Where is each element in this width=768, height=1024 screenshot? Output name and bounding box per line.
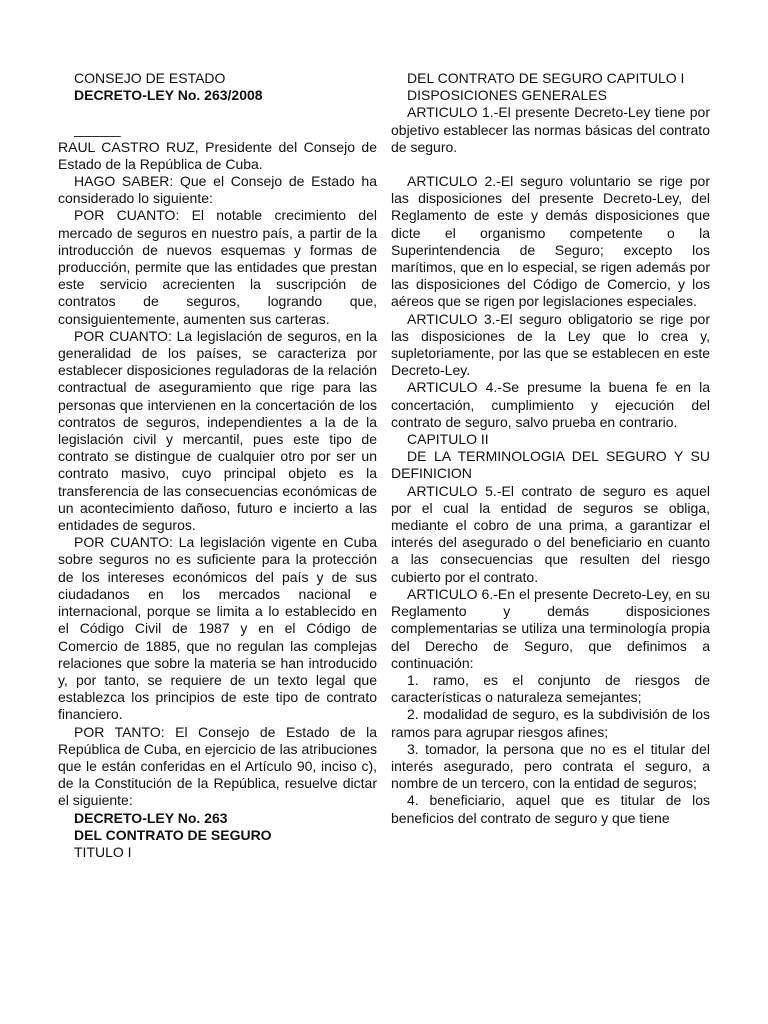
general-provisions-heading: DISPOSICIONES GENERALES: [407, 87, 607, 104]
decree-subtitle: DEL CONTRATO DE SEGURO: [74, 826, 272, 843]
article-4: ARTICULO 4.-Se presume la buena fe en la concertación, cumplimiento y ejecución del contrato de seguro, salvo prueba en contrario.: [391, 379, 710, 430]
hago-saber-paragraph: HAGO SABER: Que el Consejo de Estado ha considerado lo siguiente:: [58, 173, 377, 207]
title-heading: TITULO I: [74, 843, 132, 860]
left-column: [58, 70, 377, 861]
por-tanto: POR TANTO: El Consejo de Estado de la República de Cuba, en ejercicio de las atribuciones que le están conferidas en el Artículo 90, inciso c), de la Constitución de la República, resuelve dictar el siguiente:: [58, 723, 377, 809]
article-1: ARTICULO 1.-El presente Decreto-Ley tiene por objetivo establecer las normas básicas del contrato de seguro.: [391, 104, 710, 155]
separator-line: ______: [74, 121, 121, 138]
por-cuanto-3: POR CUANTO: La legislación vigente en Cuba sobre seguros no es suficiente para la protección de los intereses económicos del país y de sus ciudadanos en los mercados nacional e internacional, porque se limita a lo establecido en el Código Civil de 1987 y en el Código de Comercio de 1885, que no regulan las complejas relaciones que sobre la materia se han introducido y, por tanto, se requiere de un texto legal que establezca los principios de este tipo de contrato financiero.: [58, 534, 377, 723]
article-5: ARTICULO 5.-El contrato de seguro es aquel por el cual la entidad de seguros se obliga, mediante el cobro de una prima, a garantizar el interés del asegurado o del beneficiario en cuanto a las consecuencias que resulten del riesgo cubierto por el contrato.: [391, 482, 710, 585]
right-column: [391, 70, 710, 827]
chapter-2-heading: CAPITULO II: [407, 431, 489, 448]
decree-title: DECRETO-LEY No. 263: [74, 809, 228, 826]
spacer: [391, 156, 710, 173]
issuer-heading: CONSEJO DE ESTADO: [74, 70, 226, 86]
terminology-heading: DE LA TERMINOLOGIA DEL SEGURO Y SU DEFINICION: [391, 448, 710, 482]
decree-number-heading: DECRETO-LEY No. 263/2008: [74, 87, 263, 104]
definition-item-1: 1. ramo, es el conjunto de riesgos de características o naturaleza semejantes;: [391, 671, 710, 706]
article-6: ARTICULO 6.-En el presente Decreto-Ley, en su Reglamento y demás disposiciones complementarias se utiliza una terminología propia del Derecho de Seguro, que definimos a continuación:: [391, 585, 710, 671]
president-paragraph: RAUL CASTRO RUZ, Presidente del Consejo de Estado de la República de Cuba.: [58, 138, 377, 172]
article-2: ARTICULO 2.-El seguro voluntario se rige por las disposiciones del presente Decreto-Ley, del Reglamento de este y demás disposiciones que dicte el organismo competente o la Superintendencia de Seguro; excepto los marítimos, que en lo especial, se rigen además por las disposiciones del Código de Comercio, y los aéreos que se rigen por legislaciones especiales.: [391, 173, 710, 310]
definition-item-2: 2. modalidad de seguro, es la subdivisión de los ramos para agrupar riesgos afines;: [391, 706, 710, 740]
article-3: ARTICULO 3.-El seguro obligatorio se rige por las disposiciones de la Ley que lo crea y, supletoriamente, por las que se establecen en este Decreto-Ley.: [391, 310, 710, 379]
chapter-1-heading: DEL CONTRATO DE SEGURO CAPITULO I: [407, 70, 685, 86]
por-cuanto-1: POR CUANTO: El notable crecimiento del mercado de seguros en nuestro país, a partir de la introducción de nuevos esquemas y formas de producción, permite que las entidades que prestan este servicio acrecienten la suscripción de contratos de seguros, logrando que, consiguientemente, aumenten sus carteras.: [58, 207, 377, 327]
definition-item-4: 4. beneficiario, aquel que es titular de los beneficios del contrato de seguro y que tiene: [391, 792, 710, 826]
por-cuanto-2: POR CUANTO: La legislación de seguros, en la generalidad de los países, se caracteriza por establecer disposiciones reguladoras de la relación contractual de aseguramiento que rige para las personas que intervienen en la concertación de los contratos de seguros, independientes a la de la legislación civil y mercantil, pues este tipo de contrato se distingue de cualquier otro por ser un contrato masivo, cuyo principal objeto es la transferencia de las consecuencias económicas de un acontecimiento dañoso, futuro e incierto a las entidades de seguros.: [58, 327, 377, 534]
spacer: [58, 104, 377, 121]
definition-item-3: 3. tomador, la persona que no es el titular del interés asegurado, pero contrata el seguro, a nombre de un tercero, con la entidad de seguros;: [391, 740, 710, 792]
